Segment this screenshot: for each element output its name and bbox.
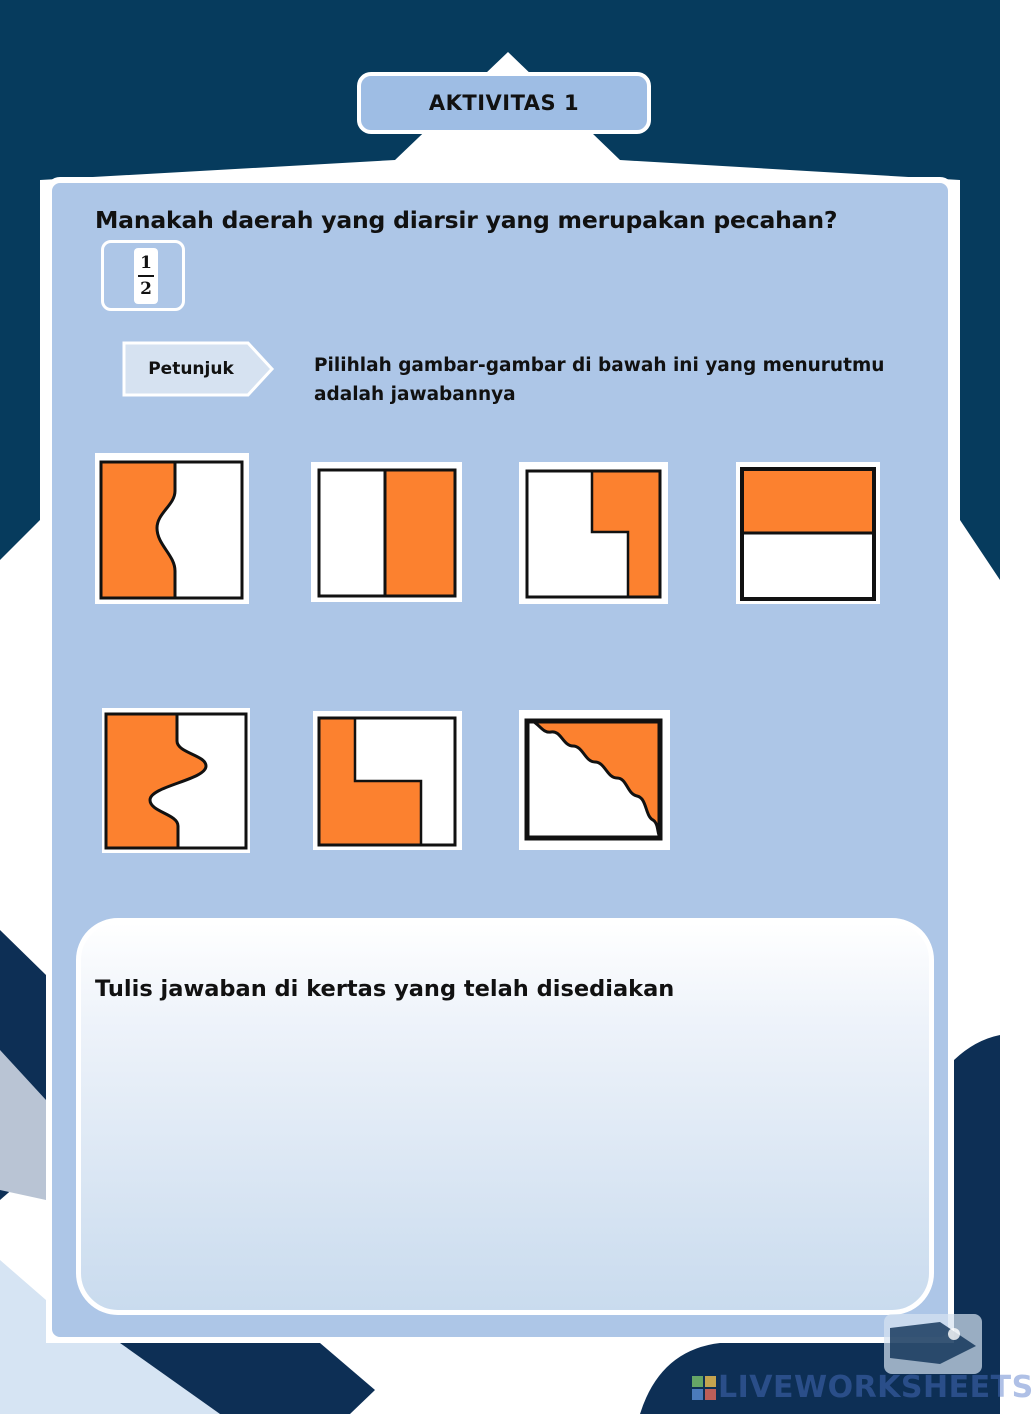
fraction-numerator: 1 bbox=[140, 253, 152, 273]
figure-3[interactable] bbox=[519, 462, 668, 604]
figure-5[interactable] bbox=[102, 708, 250, 853]
question-text: Manakah daerah yang diarsir yang merupakan pecahan? bbox=[95, 206, 838, 234]
activity-title: AKTIVITAS 1 bbox=[357, 72, 651, 134]
hint-label: Petunjuk bbox=[148, 359, 234, 379]
figure-7[interactable] bbox=[519, 710, 670, 850]
fraction-denominator: 2 bbox=[140, 279, 152, 299]
fraction bbox=[134, 248, 158, 304]
fraction-bar bbox=[138, 275, 154, 277]
figure-1[interactable] bbox=[95, 453, 249, 604]
watermark: LIVEWORKSHEETS bbox=[718, 1370, 1034, 1405]
answer-instruction: Tulis jawaban di kertas yang telah disediakan bbox=[95, 976, 675, 1002]
hint-text: Pilihlah gambar-gambar di bawah ini yang menurutmu adalah jawabannya bbox=[314, 355, 885, 405]
figure-2[interactable] bbox=[311, 462, 462, 602]
hint-tag bbox=[122, 341, 276, 397]
figure-6[interactable] bbox=[313, 711, 462, 850]
figure-4[interactable] bbox=[736, 462, 880, 604]
fraction-card bbox=[101, 240, 185, 311]
liveworksheets-logo-icon bbox=[692, 1376, 716, 1400]
